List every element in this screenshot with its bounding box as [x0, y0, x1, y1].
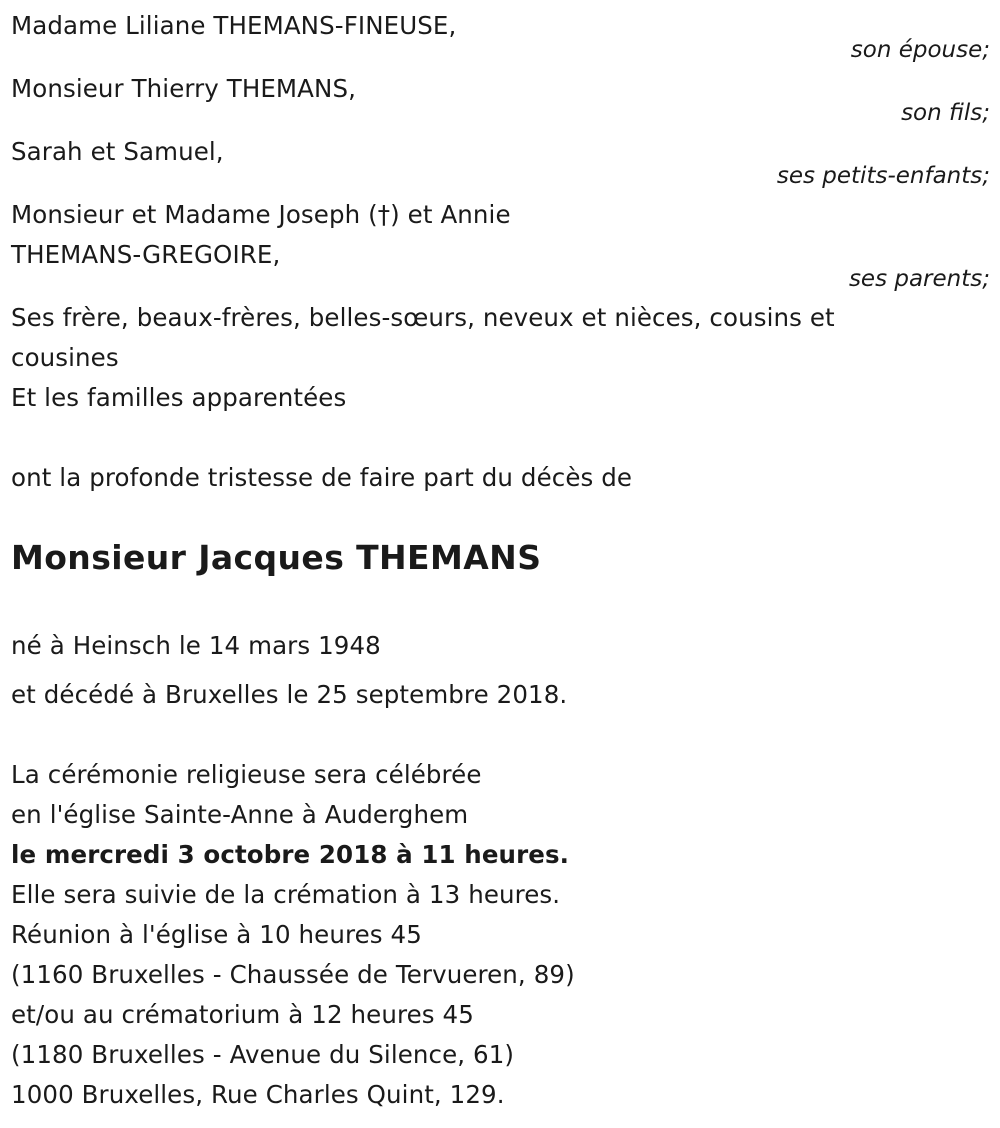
- spouse-relation: son épouse;: [850, 37, 990, 63]
- ceremony-line2: en l'église Sainte-Anne à Auderghem: [11, 800, 469, 829]
- parents-names-line1: Monsieur et Madame Joseph (†) et Annie: [11, 200, 511, 229]
- siblings-line2: cousines: [11, 343, 119, 372]
- birth-info: né à Heinsch le 14 mars 1948: [11, 631, 381, 660]
- spouse-name: Madame Liliane THEMANS-FINEUSE,: [11, 11, 457, 40]
- grandchildren-names: Sarah et Samuel,: [11, 137, 224, 166]
- crematorium-meeting: et/ou au crématorium à 12 heures 45: [11, 1000, 474, 1029]
- church-address: (1160 Bruxelles - Chaussée de Tervueren, 89): [11, 960, 575, 989]
- related-families: Et les familles apparentées: [11, 383, 347, 412]
- parents-names-line2: THEMANS-GREGOIRE,: [11, 240, 281, 269]
- church-meeting: Réunion à l'église à 10 heures 45: [11, 920, 422, 949]
- death-info: et décédé à Bruxelles le 25 septembre 2018.: [11, 680, 568, 709]
- son-name: Monsieur Thierry THEMANS,: [11, 74, 356, 103]
- family-address: 1000 Bruxelles, Rue Charles Quint, 129.: [11, 1080, 505, 1109]
- announcement-text: ont la profonde tristesse de faire part du décès de: [11, 463, 633, 492]
- parents-relation: ses parents;: [848, 266, 990, 292]
- ceremony-date: le mercredi 3 octobre 2018 à 11 heures.: [11, 840, 570, 869]
- grandchildren-relation: ses petits-enfants;: [776, 163, 990, 189]
- crematorium-address: (1180 Bruxelles - Avenue du Silence, 61): [11, 1040, 515, 1069]
- siblings-line1: Ses frère, beaux-frères, belles-sœurs, neveux et nièces, cousins et: [11, 303, 835, 332]
- cremation-info: Elle sera suivie de la crémation à 13 heures.: [11, 880, 561, 909]
- deceased-name: Monsieur Jacques THEMANS: [11, 538, 542, 577]
- son-relation: son fils;: [901, 100, 990, 126]
- ceremony-line1: La cérémonie religieuse sera célébrée: [11, 760, 482, 789]
